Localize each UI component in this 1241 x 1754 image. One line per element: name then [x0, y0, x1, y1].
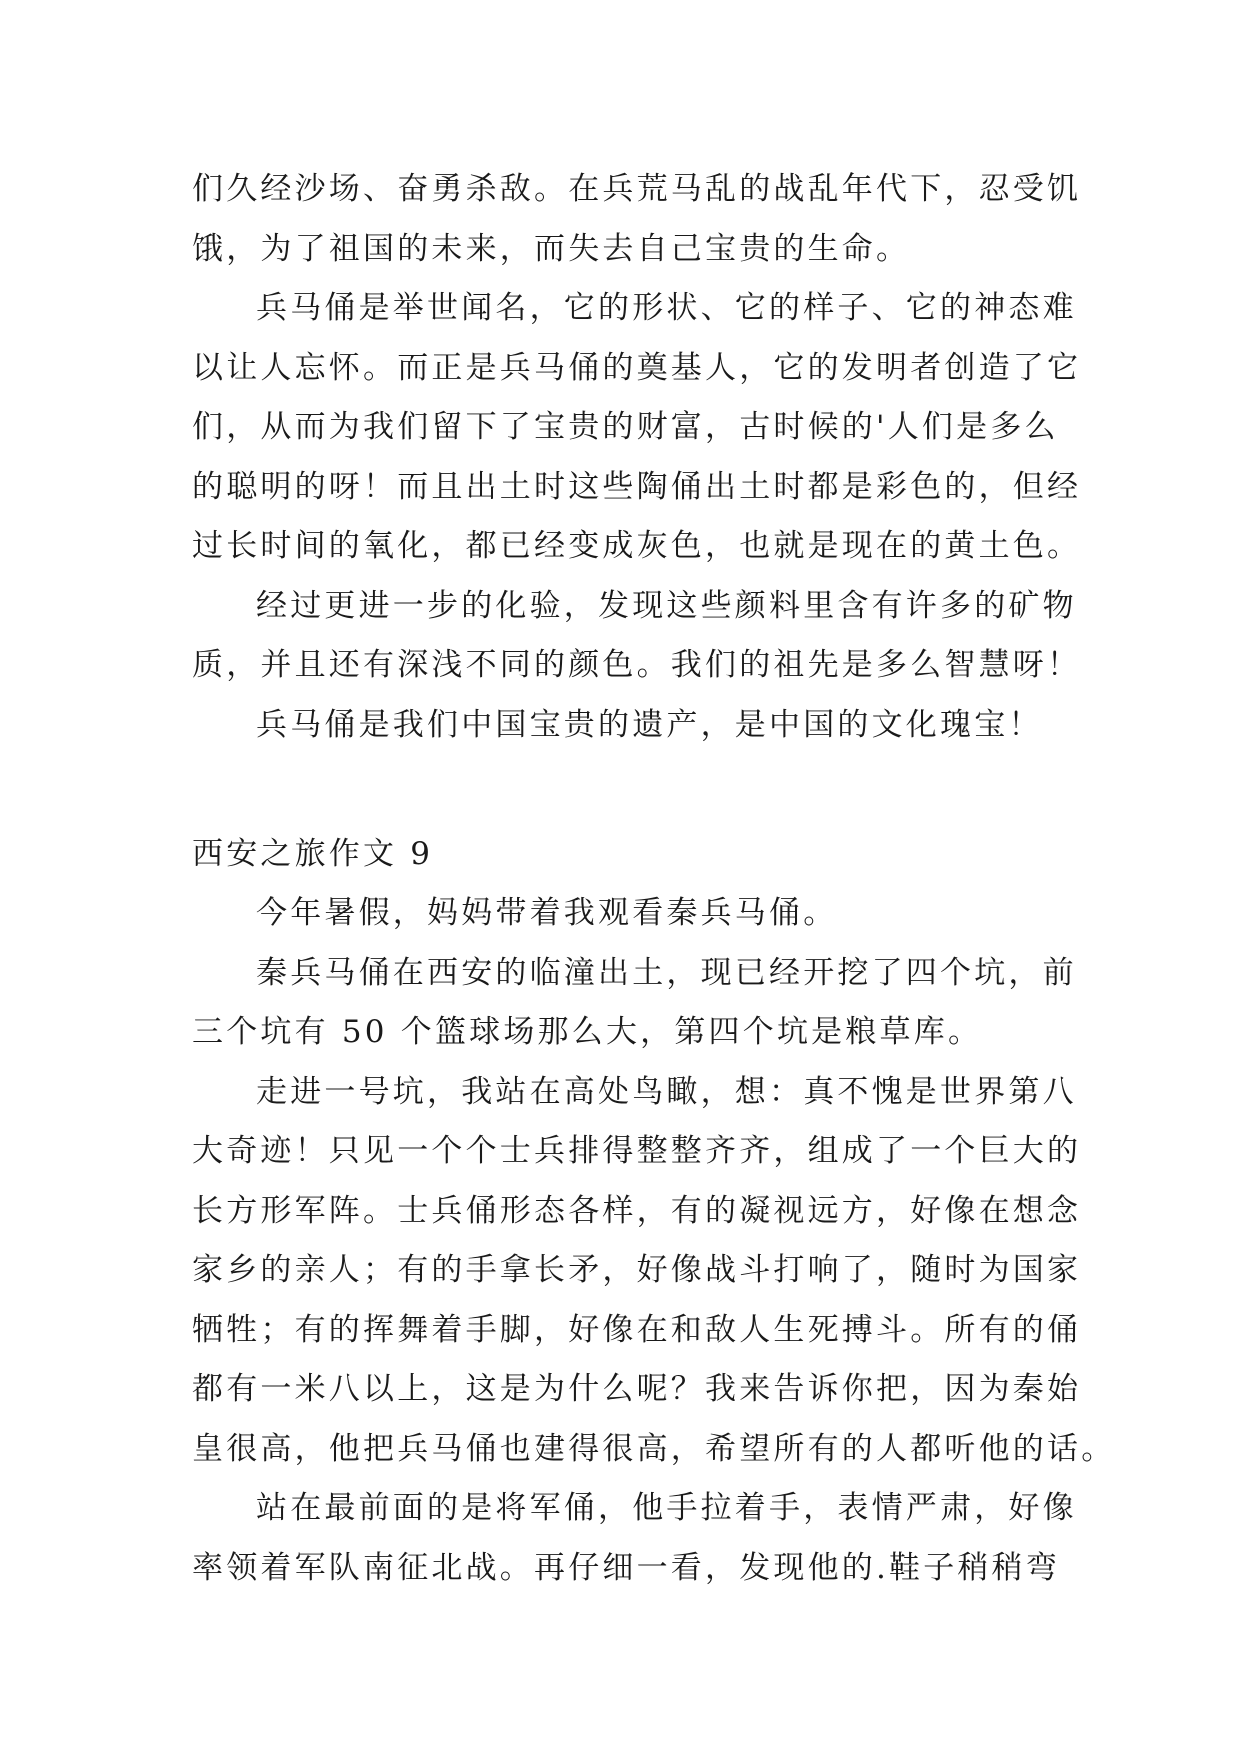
text-line: 过长时间的氧化，都已经变成灰色，也就是现在的黄土色。 — [192, 528, 1082, 564]
paragraph-start-line: 秦兵马俑在西安的临潼出土，现已经开挖了四个坑，前 — [256, 954, 1077, 991]
paragraph-start-line: 今年暑假，妈妈带着我观看秦兵马俑。 — [256, 895, 838, 931]
section-gap — [192, 755, 1052, 815]
text-line: 们，从而为我们留下了宝贵的财富，古时候的'人们是多么 — [192, 409, 1059, 445]
text-line: 长方形军阵。士兵俑形态各样，有的凝视远方，好像在想念 — [192, 1192, 1082, 1229]
paragraph-start-line: 兵马俑是举世闻名，它的形状、它的样子、它的神态难 — [256, 290, 1077, 326]
text-line: 都有一米八以上，这是为什么呢？我来告诉你把，因为秦始 — [192, 1371, 1082, 1407]
text-line: 们久经沙场、奋勇杀敌。在兵荒马乱的战乱年代下，忍受饥 — [192, 171, 1082, 207]
section-title: 西安之旅作文 9 — [192, 835, 434, 872]
text-line: 率领着军队南征北战。再仔细一看，发现他的.鞋子稍稍弯 — [192, 1549, 1061, 1586]
text-line: 牺牲；有的挥舞着手脚，好像在和敌人生死搏斗。所有的俑 — [192, 1311, 1082, 1348]
text-line: 家乡的亲人；有的手拿长矛，好像战斗打响了，随时为国家 — [192, 1252, 1082, 1288]
document-body — [192, 160, 1116, 1598]
text-line: 以让人忘怀。而正是兵马俑的奠基人，它的发明者创造了它 — [192, 349, 1082, 386]
text-line: 的聪明的呀！而且出土时这些陶俑出土时都是彩色的，但经 — [192, 468, 1082, 505]
paragraph-start-line: 站在最前面的是将军俑，他手拉着手，表情严肃，好像 — [256, 1490, 1077, 1526]
text-line: 质，并且还有深浅不同的颜色。我们的祖先是多么智慧呀！ — [192, 647, 1082, 683]
paragraph-start-line: 兵马俑是我们中国宝贵的遗产，是中国的文化瑰宝！ — [256, 706, 1043, 743]
paragraph-start-line: 经过更进一步的化验，发现这些颜料里含有许多的矿物 — [256, 587, 1077, 624]
paragraph-start-line: 走进一号坑，我站在高处鸟瞰，想：真不愧是世界第八 — [256, 1073, 1077, 1110]
text-line: 饿，为了祖国的未来，而失去自己宝贵的生命。 — [192, 230, 911, 267]
text-line: 皇很高，他把兵马俑也建得很高，希望所有的人都听他的话。 — [192, 1430, 1116, 1467]
text-line: 三个坑有 50 个篮球场那么大，第四个坑是粮草库。 — [192, 1014, 983, 1050]
text-line: 大奇迹！只见一个个士兵排得整整齐齐，组成了一个巨大的 — [192, 1133, 1082, 1169]
